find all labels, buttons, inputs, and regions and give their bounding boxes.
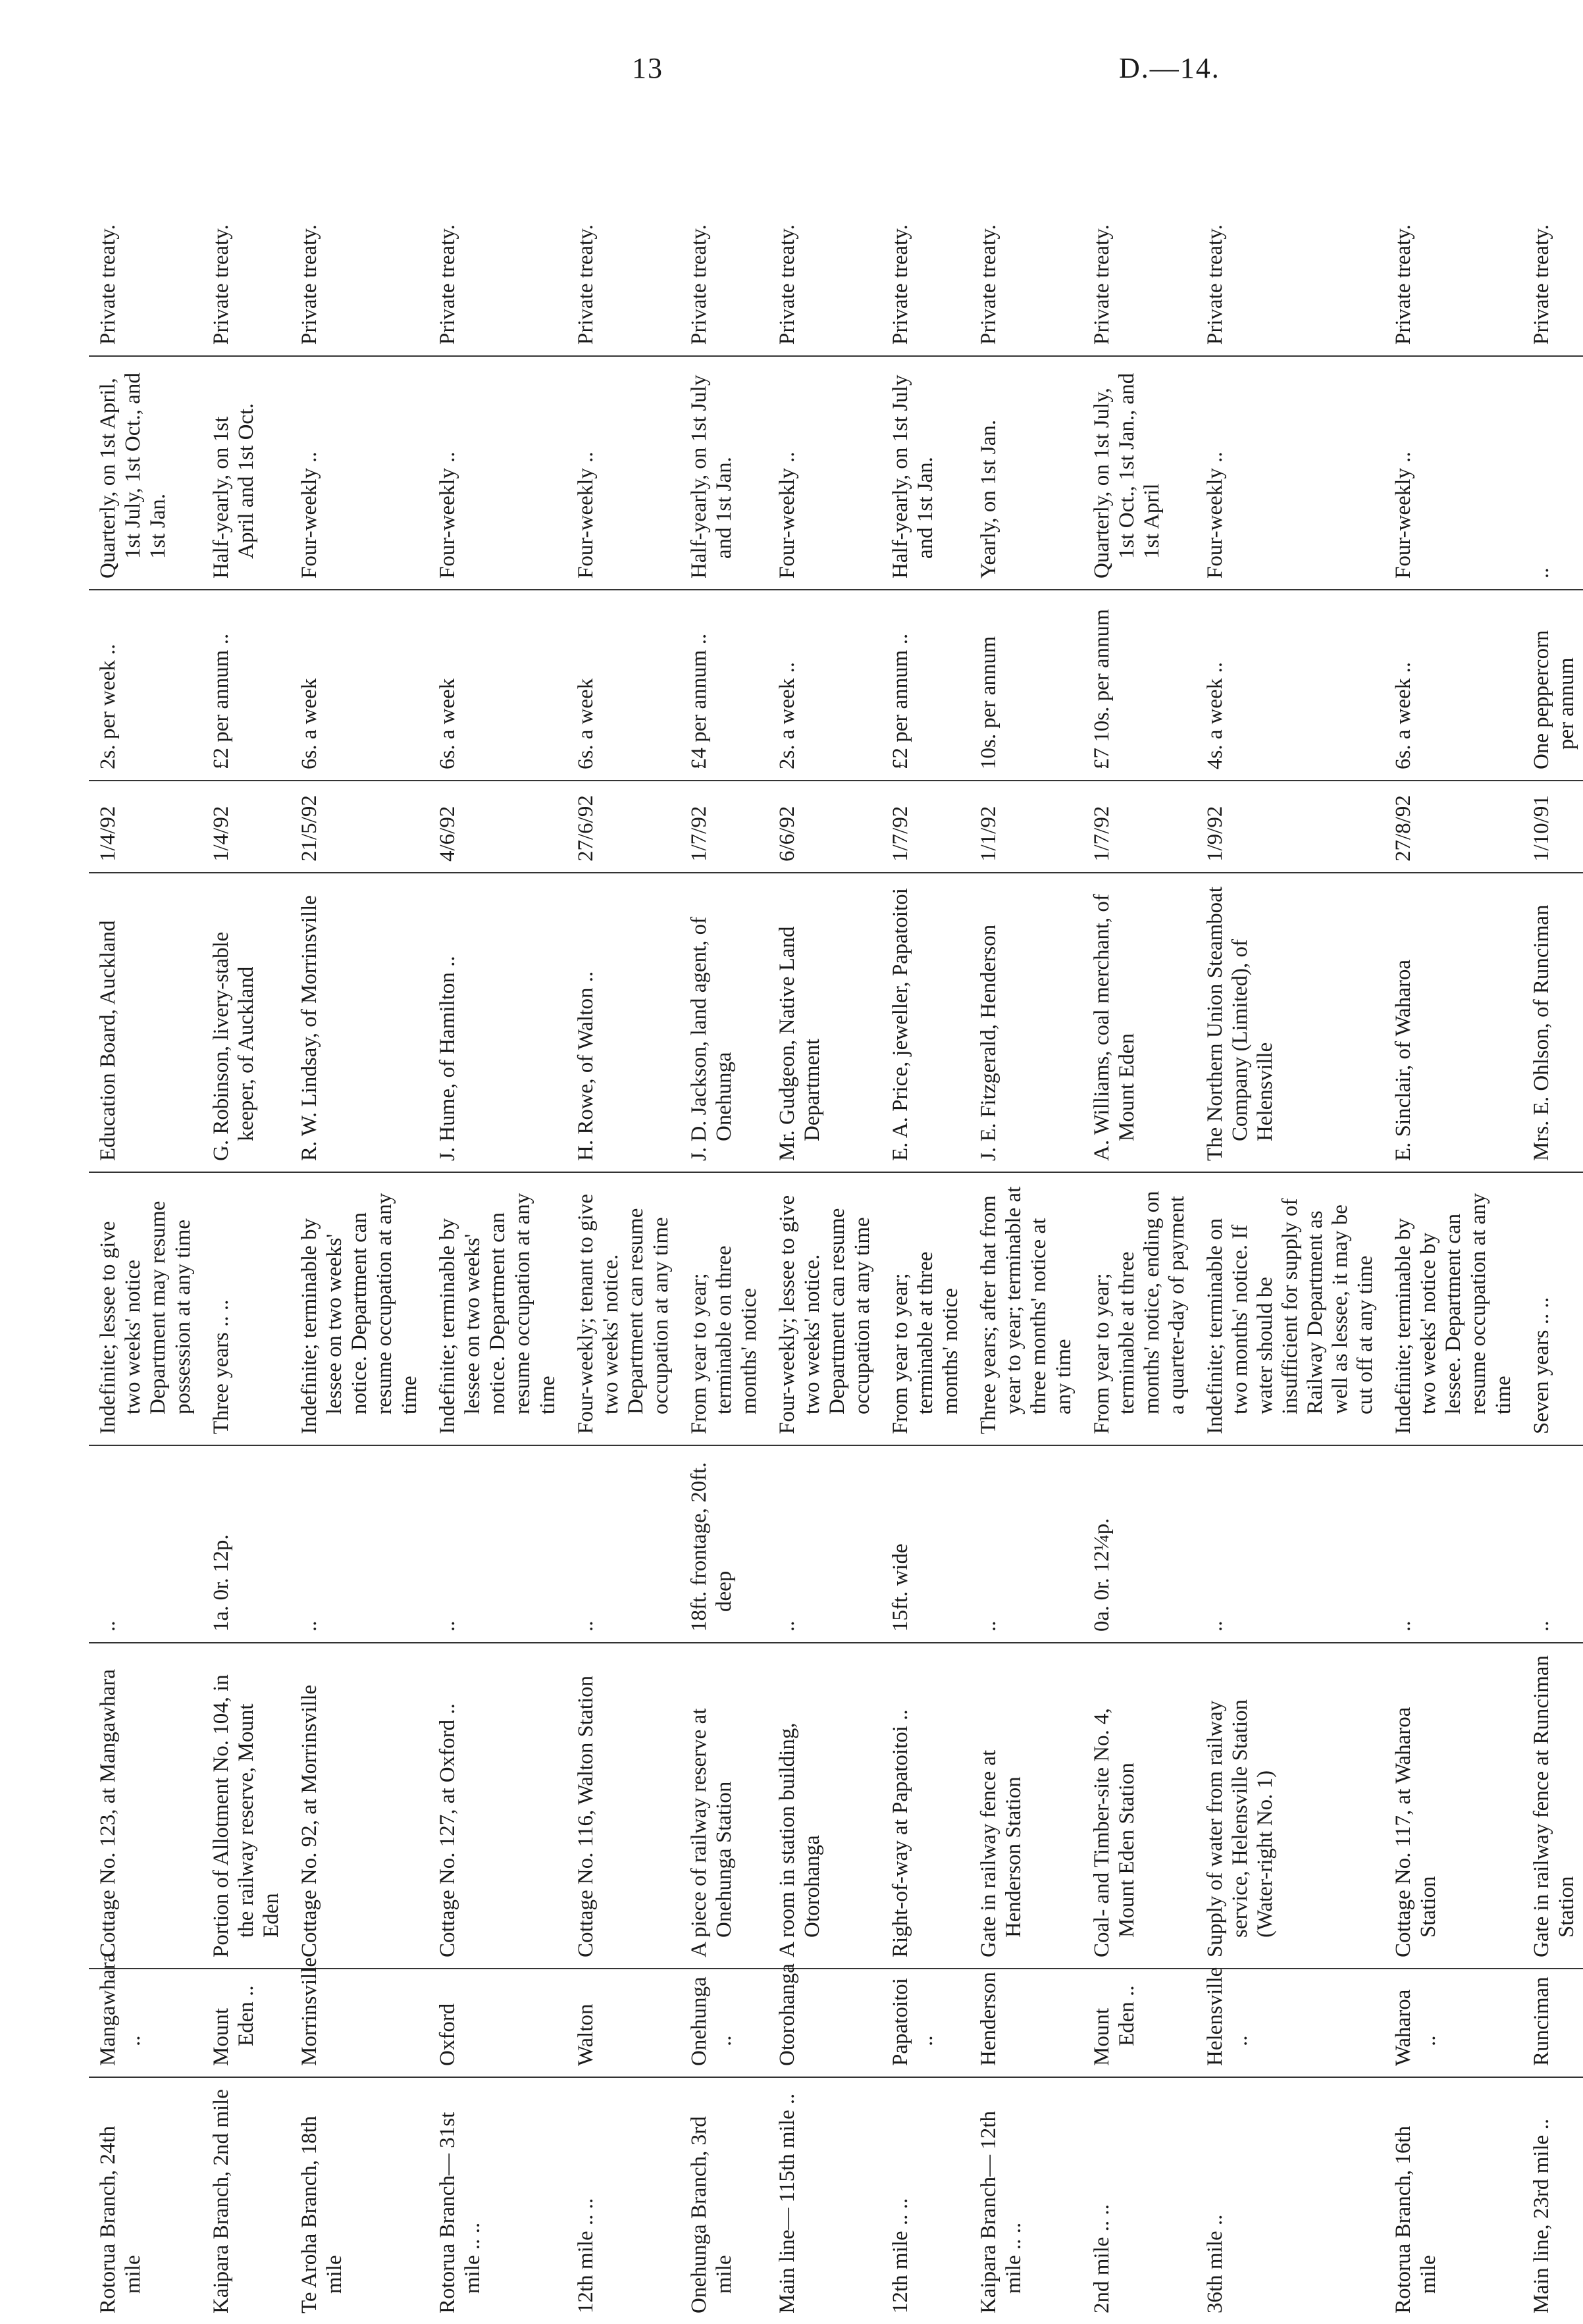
tenure-cell: Indefinite; terminable by two weeks' notice by lessee. Department can resume occupation at any time — [1382, 1172, 1520, 1445]
payment-terms-cell: Half-yearly, on 1st July and 1st Jan. — [677, 356, 766, 590]
table-row — [1193, 93, 1382, 2324]
payment-terms-cell: Half-yearly, on 1st April and 1st Oct. — [199, 356, 288, 590]
commencement-date-cell: 1/4/92 — [199, 781, 288, 873]
lease-table-body — [89, 93, 1583, 2324]
area-cell: .. — [564, 1445, 677, 1643]
property-cell: Portion of Allotment No. 104, in the railway reserve, Mount Eden — [199, 1643, 288, 1969]
rent-cell: 10s. per annum — [967, 590, 1080, 781]
how-let-cell: Private treaty. — [288, 93, 426, 356]
property-cell: Supply of water from railway service, Helensville Station (Water-right No. 1) — [1193, 1643, 1382, 1969]
lessee-cell: J. Hume, of Hamilton .. — [426, 873, 564, 1172]
station-cell: Onehunga .. — [677, 1969, 766, 2077]
payment-terms-cell: Four-weekly .. — [1193, 356, 1382, 590]
tenure-cell: Three years .. .. — [199, 1172, 288, 1445]
area-cell: 1a. 0r. 12p. — [199, 1445, 288, 1643]
property-cell: A piece of railway reserve at Onehunga Station — [677, 1643, 766, 1969]
how-let-cell: Private treaty. — [766, 93, 879, 356]
line-mileage-cell: Rotorua Branch— 31st mile .. .. — [436, 2111, 484, 2313]
rotated-lease-table-wrapper — [89, 93, 1578, 2324]
lessee-cell: G. Robinson, livery-stable keeper, of Auckland — [199, 873, 288, 1172]
station-cell: Helensville .. — [1193, 1969, 1382, 2077]
station-cell: Mount Eden .. — [199, 1969, 288, 2077]
station-cell: Papatoitoi .. — [879, 1969, 967, 2077]
station-cell: Waharoa .. — [1382, 1969, 1520, 2077]
commencement-date-cell: 1/7/92 — [1080, 781, 1193, 873]
station-cell: Oxford — [426, 1969, 564, 2077]
how-let-cell: Private treaty. — [879, 93, 967, 356]
how-let-cell: Private treaty. — [426, 93, 564, 356]
area-cell: 18ft. frontage, 20ft. deep — [677, 1445, 766, 1643]
how-let-cell: Private treaty. — [199, 93, 288, 356]
payment-terms-cell: Quarterly, on 1st July, 1st Oct., 1st Jan., and 1st April — [1080, 356, 1193, 590]
line-mileage-cell: Rotorua Branch, 24th mile — [96, 2125, 145, 2313]
rent-cell: 4s. a week .. — [1193, 590, 1382, 781]
table-row — [426, 93, 564, 2324]
station-cell: Morrinsville — [288, 1969, 426, 2077]
property-cell: Cottage No. 123, at Mangawhara — [89, 1643, 199, 1969]
property-cell: Cottage No. 92, at Morrinsville — [288, 1643, 426, 1969]
area-cell: .. — [1193, 1445, 1382, 1643]
tenure-cell: Four-weekly; tenant to give two weeks' notice. Department can resume occupation at any time — [564, 1172, 677, 1445]
property-cell: Cottage No. 117, at Waharoa Station — [1382, 1643, 1520, 1969]
station-cell: Walton — [564, 1969, 677, 2077]
tenure-cell: Four-weekly; lessee to give two weeks' notice. Department can resume occupation at any time — [766, 1172, 879, 1445]
tenure-cell: Seven years .. .. — [1520, 1172, 1583, 1445]
how-let-cell: Private treaty. — [967, 93, 1080, 356]
commencement-date-cell: 1/4/92 — [89, 781, 199, 873]
how-let-cell: Private treaty. — [677, 93, 766, 356]
line-mileage-cell: 36th mile .. — [1203, 2214, 1227, 2313]
line-mileage-cell: Kaipara Branch, 2nd mile — [209, 2089, 233, 2313]
how-let-cell: Private treaty. — [1080, 93, 1193, 356]
tenure-cell: Indefinite; lessee to give two weeks' notice Department may resume possession at any time — [89, 1172, 199, 1445]
rent-cell: 6s. a week — [288, 590, 426, 781]
page-number: 13 — [632, 52, 663, 84]
property-cell: A room in station building, Otorohanga — [766, 1643, 879, 1969]
table-row — [288, 93, 426, 2324]
how-let-cell: Private treaty. — [1193, 93, 1382, 356]
commencement-date-cell: 1/10/91 — [1520, 781, 1583, 873]
line-mileage-cell: Main line, 23rd mile .. — [1530, 2118, 1553, 2313]
rent-cell: £7 10s. per annum — [1080, 590, 1193, 781]
payment-terms-cell: Four-weekly .. — [766, 356, 879, 590]
lessee-cell: E. A. Price, jeweller, Papatoitoi — [879, 873, 967, 1172]
area-cell: .. — [89, 1445, 199, 1643]
tenure-cell: From year to year; terminable on three months' notice — [677, 1172, 766, 1445]
tenure-cell: From year to year; terminable at three months' notice, ending on a quarter-day of payment — [1080, 1172, 1193, 1445]
area-cell: .. — [1382, 1445, 1520, 1643]
tenure-cell: From year to year; terminable at three months' notice — [879, 1172, 967, 1445]
table-row — [677, 93, 766, 2324]
rent-cell: 2s. per week .. — [89, 590, 199, 781]
lessee-cell: Education Board, Auckland — [89, 873, 199, 1172]
station-cell: Otorohanga — [766, 1969, 879, 2077]
lessee-cell: A. Williams, coal merchant, of Mount Eden — [1080, 873, 1193, 1172]
rent-cell: One peppercorn per annum — [1520, 590, 1583, 781]
commencement-date-cell: 6/6/92 — [766, 781, 879, 873]
payment-terms-cell: Four-weekly .. — [564, 356, 677, 590]
line-mileage-cell: Main line— 115th mile .. — [775, 2093, 799, 2313]
table-row — [89, 93, 199, 2324]
line-mileage-cell: Kaipara Branch— 12th mile .. .. — [977, 2111, 1025, 2313]
commencement-date-cell: 1/7/92 — [677, 781, 766, 873]
area-cell: .. — [766, 1445, 879, 1643]
rent-cell: 6s. a week .. — [1382, 590, 1520, 781]
table-row — [1382, 93, 1520, 2324]
table-row — [1520, 93, 1583, 2324]
commencement-date-cell: 1/1/92 — [967, 781, 1080, 873]
table-row — [967, 93, 1080, 2324]
table-row — [564, 93, 677, 2324]
lessee-cell: H. Rowe, of Walton .. — [564, 873, 677, 1172]
tenure-cell: Indefinite; terminable by lessee on two weeks' notice. Department can resume occupation at any time — [426, 1172, 564, 1445]
payment-terms-cell: Quarterly, on 1st April, 1st July, 1st Oct., and 1st Jan. — [89, 356, 199, 590]
line-mileage-cell: 12th mile .. .. — [889, 2198, 912, 2313]
line-mileage-cell: Rotorua Branch, 16th mile — [1391, 2125, 1440, 2313]
how-let-cell: Private treaty. — [564, 93, 677, 356]
station-cell: Mount Eden .. — [1080, 1969, 1193, 2077]
property-cell: Cottage No. 116, Walton Station — [564, 1643, 677, 1969]
lessee-cell: R. W. Lindsay, of Morrinsville — [288, 873, 426, 1172]
line-mileage-cell: 12th mile .. .. — [574, 2198, 598, 2313]
property-cell: Gate in railway fence at Runciman Station — [1520, 1643, 1583, 1969]
how-let-cell: Private treaty. — [89, 93, 199, 356]
table-row — [199, 93, 288, 2324]
payment-terms-cell: Four-weekly .. — [1382, 356, 1520, 590]
commencement-date-cell: 27/8/92 — [1382, 781, 1520, 873]
property-cell: Gate in railway fence at Henderson Station — [967, 1643, 1080, 1969]
lessee-cell: Mrs. E. Ohlson, of Runciman — [1520, 873, 1583, 1172]
lessee-cell: J. E. Fitzgerald, Henderson — [967, 873, 1080, 1172]
area-cell: .. — [426, 1445, 564, 1643]
area-cell: 15ft. wide — [879, 1445, 967, 1643]
property-cell: Coal- and Timber-site No. 4, Mount Eden Station — [1080, 1643, 1193, 1969]
tenure-cell: Indefinite; terminable by lessee on two weeks' notice. Department can resume occupation at any time — [288, 1172, 426, 1445]
commencement-date-cell: 1/7/92 — [879, 781, 967, 873]
rent-cell: £2 per annum .. — [199, 590, 288, 781]
rent-cell: 6s. a week — [564, 590, 677, 781]
rent-cell: 6s. a week — [426, 590, 564, 781]
line-mileage-cell: 2nd mile .. .. — [1090, 2204, 1114, 2313]
payment-terms-cell: .. — [1520, 356, 1583, 590]
area-cell: 0a. 0r. 12¼p. — [1080, 1445, 1193, 1643]
tenure-cell: Three years; after that from year to year; terminable at three months' notice at any time — [967, 1172, 1080, 1445]
table-row — [1080, 93, 1193, 2324]
payment-terms-cell: Four-weekly .. — [288, 356, 426, 590]
station-cell: Runciman — [1520, 1969, 1583, 2077]
how-let-cell: Private treaty. — [1520, 93, 1583, 356]
area-cell: .. — [1520, 1445, 1583, 1643]
line-mileage-cell: Onehunga Branch, 3rd mile — [687, 2116, 736, 2313]
property-cell: Right-of-way at Papatoitoi .. — [879, 1643, 967, 1969]
document-reference: D.—14. — [1119, 52, 1220, 84]
property-cell: Cottage No. 127, at Oxford .. — [426, 1643, 564, 1969]
commencement-date-cell: 1/9/92 — [1193, 781, 1382, 873]
commencement-date-cell: 4/6/92 — [426, 781, 564, 873]
lessee-cell: The Northern Union Steamboat Company (Limited), of Helensville — [1193, 873, 1382, 1172]
payment-terms-cell: Four-weekly .. — [426, 356, 564, 590]
station-cell: Henderson — [967, 1969, 1080, 2077]
lease-table — [89, 93, 1583, 2324]
table-row — [879, 93, 967, 2324]
how-let-cell: Private treaty. — [1382, 93, 1520, 356]
commencement-date-cell: 21/5/92 — [288, 781, 426, 873]
station-cell: Mangawhara .. — [89, 1969, 199, 2077]
lessee-cell: E. Sinclair, of Waharoa — [1382, 873, 1520, 1172]
area-cell: .. — [967, 1445, 1080, 1643]
lessee-cell: Mr. Gudgeon, Native Land Department — [766, 873, 879, 1172]
commencement-date-cell: 27/6/92 — [564, 781, 677, 873]
rent-cell: 2s. a week .. — [766, 590, 879, 781]
rent-cell: £4 per annum .. — [677, 590, 766, 781]
payment-terms-cell: Yearly, on 1st Jan. — [967, 356, 1080, 590]
table-row — [766, 93, 879, 2324]
tenure-cell: Indefinite; terminable on two months' notice. If water should be insufficient for supply of Railway Department as well as lessee, it may be cut off at any time — [1193, 1172, 1382, 1445]
rent-cell: £2 per annum .. — [879, 590, 967, 781]
line-mileage-cell: Te Aroha Branch, 18th mile — [298, 2115, 346, 2313]
area-cell: .. — [288, 1445, 426, 1643]
lessee-cell: J. D. Jackson, land agent, of Onehunga — [677, 873, 766, 1172]
payment-terms-cell: Half-yearly, on 1st July and 1st Jan. — [879, 356, 967, 590]
